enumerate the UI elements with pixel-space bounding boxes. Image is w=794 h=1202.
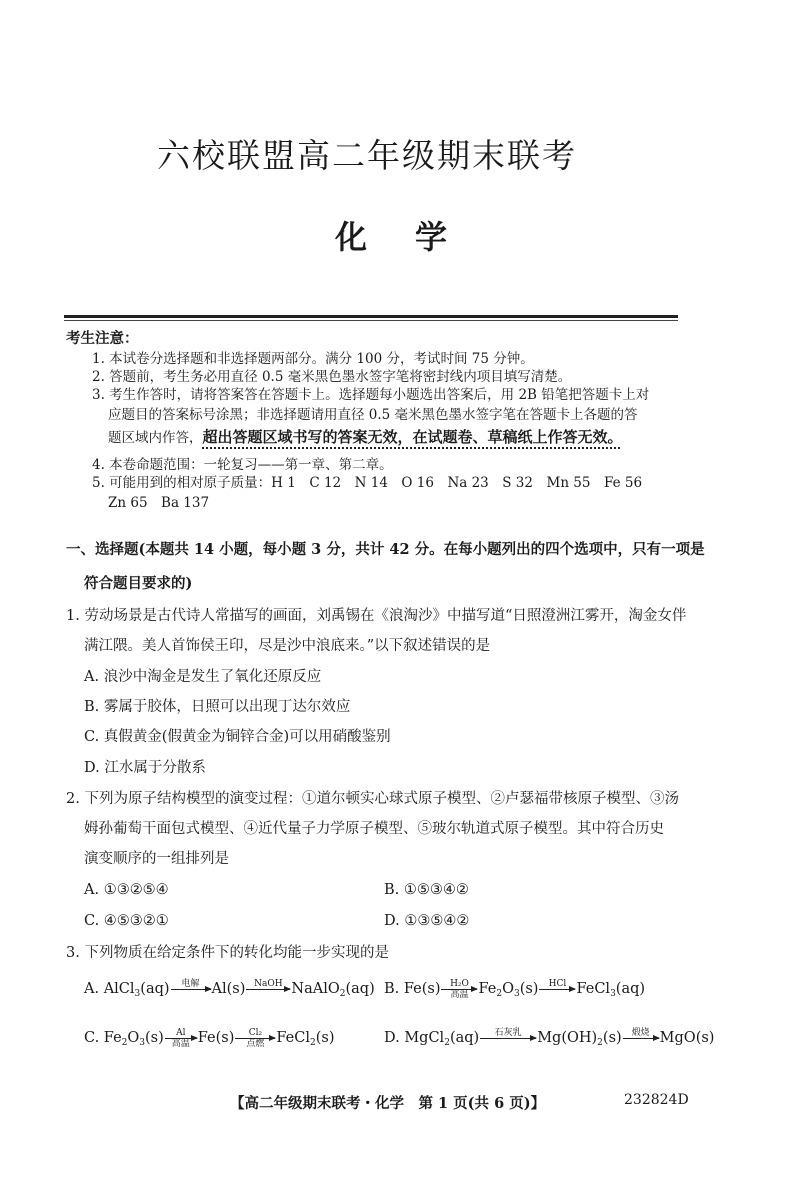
q3-c-reactant-state: (s): [145, 1030, 164, 1046]
q1-option-c: C. 真假黄金(假黄金为铜锌合金)可以用硝酸鉴别: [84, 729, 391, 745]
q1-option-b: B. 雾属于胶体，日照可以出现丁达尔效应: [84, 699, 351, 715]
q3-b-label: B.: [384, 981, 404, 997]
q3-c-condition-1-top: Al: [176, 1027, 186, 1038]
q3-c-product: FeCl: [276, 1030, 310, 1046]
q2-stem-line-1: 2. 下列为原子结构模型的演变过程：①道尔顿实心球式原子模型、②卢瑟福带核原子模型、③汤: [66, 791, 679, 807]
exam-code: 232824D: [624, 1092, 689, 1108]
notice-item-3-line-2: 应题目的答案标号涂黑；非选择题请用直径 0.5 毫米黑色墨水签字笔在答题卡上各题的答: [108, 407, 638, 423]
q3-a-product: NaAlO: [291, 981, 340, 997]
q3-b-product: FeCl: [576, 981, 611, 997]
subject-title: 化学: [334, 218, 495, 256]
section-1-heading-line-1: 一、选择题(本题共 14 小题，每小题 3 分，共计 42 分。在每小题列出的四个选项中，只有一项是: [66, 541, 705, 558]
q3-d-arrow-1: [480, 1028, 536, 1049]
q3-b-intermediate-sub-2: 3: [513, 989, 520, 999]
q3-d-reactant-sub: 2: [444, 1038, 450, 1048]
q3-a-product-sub: 2: [339, 989, 346, 999]
q3-d-intermediate-state: (s): [602, 1030, 622, 1046]
notice-item-2: 2. 答题前，考生务必用直径 0.5 毫米黑色墨水签字笔将密封线内项目填写清楚。: [92, 369, 572, 385]
q3-b-intermediate: Fe: [478, 981, 497, 997]
q3-b-product-sub: 3: [610, 989, 616, 999]
q3-option-d: [384, 1027, 714, 1054]
q3-c-product-state: (s): [315, 1030, 335, 1046]
exam-title: 六校联盟高二年级期末联考: [157, 136, 577, 175]
page-footer: 【高二年级期末联考・化学 第 1 页(共 6 页)】: [230, 1095, 546, 1112]
q3-a-arrow-2: [246, 979, 290, 1000]
q3-c-condition-2-top: Cl₂: [248, 1027, 263, 1038]
q3-c-intermediate: Fe(s): [197, 1030, 235, 1046]
notice-item-1: 1. 本试卷分选择题和非选择题两部分。满分 100 分，考试时间 75 分钟。: [92, 351, 534, 367]
q3-b-condition-1-bottom: 高温: [450, 989, 469, 1000]
q3-b-product-state: (aq): [615, 981, 646, 997]
q3-stem: 3. 下列物质在给定条件下的转化均能一步实现的是: [66, 945, 389, 961]
q2-stem-line-3: 演变顺序的一组排列是: [84, 851, 229, 867]
q3-c-arrow-1: [165, 1028, 197, 1049]
q3-option-b: [384, 978, 645, 1005]
q3-c-condition-2-bottom: 点燃: [246, 1038, 265, 1049]
q3-d-intermediate: Mg(OH): [537, 1030, 598, 1046]
q3-a-condition-2: NaOH: [254, 978, 283, 989]
q2-option-c: C. ④⑤③②①: [84, 913, 169, 929]
q3-d-reactant-state: (aq): [449, 1030, 480, 1046]
q3-b-intermediate-state: (s): [519, 981, 539, 997]
q1-option-a: A. 浪沙中淘金是发生了氧化还原反应: [84, 669, 322, 685]
q3-b-intermediate-sub-1: 2: [496, 989, 503, 999]
q3-d-reactant: MgCl: [404, 1030, 445, 1046]
notice-item-4: 4. 本卷命题范围：一轮复习——第一章、第二章。: [92, 457, 393, 473]
q3-c-reactant-part: O: [127, 1030, 140, 1046]
q3-b-arrow-1: [441, 979, 477, 1000]
notice-item-3-text: 题区域内作答，: [108, 430, 203, 446]
q2-stem-line-2: 姆孙葡萄干面包式模型、④近代量子力学原子模型、⑤玻尔轨道式原子模型。其中符合历史: [84, 821, 664, 837]
q3-c-reactant-sub-1: 2: [121, 1038, 128, 1048]
q2-option-b: B. ①⑤③④②: [384, 882, 469, 898]
section-1-heading-line-2: 符合题目要求的): [84, 575, 193, 592]
q3-option-c: [84, 1027, 334, 1054]
q3-b-condition-1-top: H₂O: [450, 978, 469, 989]
q3-b-intermediate-part: O: [502, 981, 514, 997]
q3-c-condition-1-bottom: 高温: [171, 1038, 190, 1049]
q3-d-label: D.: [384, 1030, 405, 1046]
notice-item-5-line-1: 5. 可能用到的相对原子质量：H 1 C 12 N 14 O 16 Na 23 S 32 Mn 55 Fe 56: [92, 475, 643, 491]
q3-c-arrow-2: [235, 1028, 275, 1049]
q3-d-product: MgO(s): [659, 1030, 715, 1046]
header-divider-thin: [64, 320, 678, 321]
header-divider-thick: [64, 315, 678, 318]
q3-c-reactant: Fe: [103, 1030, 122, 1046]
q2-option-a: A. ①③②⑤④: [84, 882, 169, 898]
q3-b-arrow-2: [539, 979, 575, 1000]
q3-a-intermediate: Al(s): [211, 981, 246, 997]
q3-b-condition-2: HCl: [548, 978, 567, 989]
q3-c-product-sub: 2: [309, 1038, 316, 1048]
q3-d-arrow-2: [623, 1028, 659, 1049]
q3-c-label: C.: [84, 1030, 104, 1046]
q1-stem-line-1: 1. 劳动场景是古代诗人常描写的画面，刘禹锡在《浪淘沙》中描写道“日照澄洲江雾开，淘金女伴: [66, 608, 687, 624]
q3-b-reactant: Fe(s): [403, 981, 441, 997]
q3-a-reactant-sub: 3: [134, 989, 141, 999]
notice-item-5-line-2: Zn 65 Ba 137: [108, 495, 210, 511]
q3-d-condition-1: 石灰乳: [494, 1027, 522, 1038]
q3-a-condition-1: 电解: [181, 978, 200, 989]
q3-a-reactant: AlCl: [103, 981, 135, 997]
notice-emphasis: 超出答题区域书写的答案无效，在试题卷、草稿纸上作答无效。: [202, 428, 623, 446]
q3-a-reactant-state: (aq): [140, 981, 170, 997]
notice-item-3-line-1: 3. 考生作答时，请将答案答在答题卡上。选择题每小题选出答案后，用 2B 铅笔把答题卡上对: [92, 387, 650, 403]
q3-d-condition-2: 煅烧: [631, 1027, 650, 1038]
q3-option-a: [84, 978, 375, 1005]
notice-item-3-line-3: [108, 428, 623, 447]
notice-heading: 考生注意：: [66, 330, 139, 347]
q3-a-label: A.: [84, 981, 104, 997]
q3-d-intermediate-sub: 2: [597, 1038, 603, 1048]
q3-a-arrow-1: [171, 979, 211, 1000]
q1-option-d: D. 江水属于分散系: [84, 760, 206, 776]
q1-stem-line-2: 满江隈。美人首饰侯王印，尽是沙中浪底来。”以下叙述错误的是: [84, 638, 491, 654]
q3-a-product-state: (aq): [345, 981, 375, 997]
q3-c-reactant-sub-2: 3: [139, 1038, 146, 1048]
q2-option-d: D. ①③⑤④②: [384, 913, 470, 929]
